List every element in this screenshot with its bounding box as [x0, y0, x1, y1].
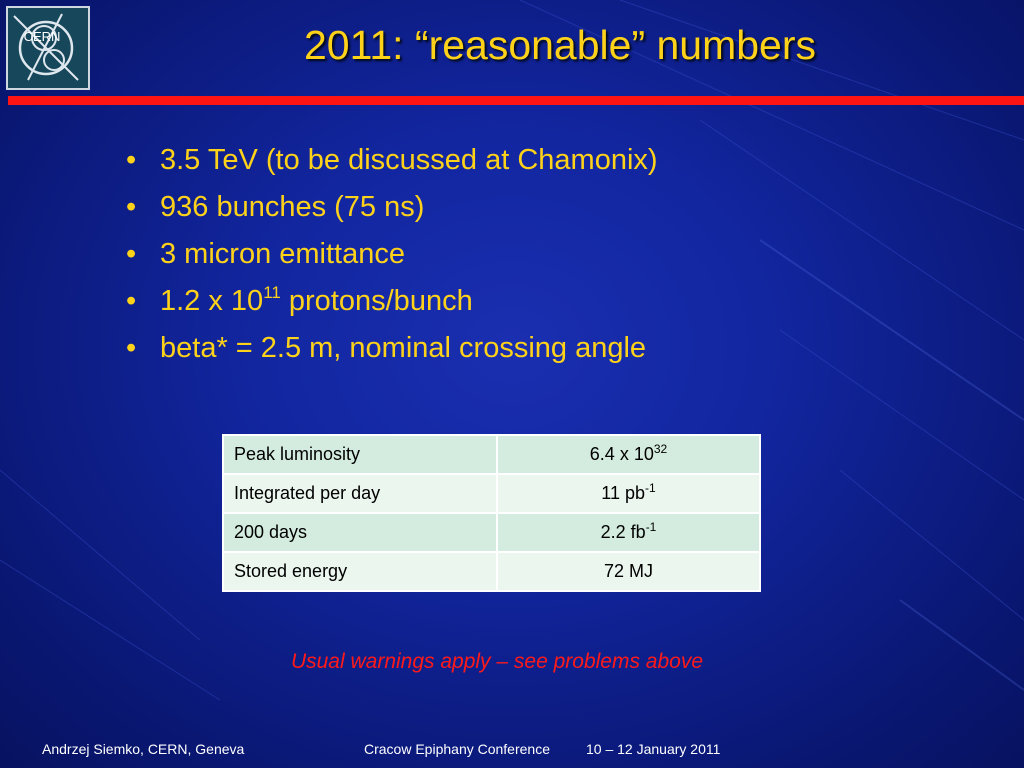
footer-author: Andrzej Siemko, CERN, Geneva: [42, 741, 245, 757]
bullet-list: [126, 137, 658, 372]
value-exponent: -1: [645, 520, 657, 534]
table-row: [223, 435, 760, 474]
bullet-exponent: 11: [263, 283, 281, 302]
luminosity-table: [222, 434, 761, 592]
bullet-text: 936 bunches (75 ns): [160, 191, 425, 223]
bullet-text-after: protons/bunch: [280, 285, 473, 317]
title-divider: [8, 96, 1024, 105]
bullet-text: beta* = 2.5 m, nominal crossing angle: [160, 332, 647, 364]
row-value: [497, 552, 760, 591]
bullet-text: 3.5 TeV (to be discussed at Chamonix): [160, 144, 658, 176]
row-label: Peak luminosity: [223, 435, 497, 474]
bullet-marker: •: [126, 238, 137, 270]
footer-dates: 10 – 12 January 2011: [586, 741, 721, 757]
row-value: [497, 513, 760, 552]
bullet-item: [126, 325, 658, 372]
value-base: 2.2 fb: [600, 522, 646, 542]
bullet-marker: •: [126, 144, 137, 176]
table-row: [223, 474, 760, 513]
bullet-item: [126, 184, 658, 231]
bullet-item: [126, 137, 658, 184]
value-base: 11 pb: [601, 483, 646, 503]
row-label: 200 days: [223, 513, 497, 552]
cern-logo-text: CERN: [23, 29, 61, 44]
row-value: [497, 435, 760, 474]
table-row: [223, 552, 760, 591]
footer-conference: Cracow Epiphany Conference: [364, 741, 550, 757]
row-label: Stored energy: [223, 552, 497, 591]
cern-logo: [6, 6, 90, 90]
bullet-item: [126, 231, 658, 278]
value-base: 6.4 x 10: [589, 444, 654, 464]
value-exponent: -1: [645, 481, 656, 495]
table-row: [223, 513, 760, 552]
bullet-marker: •: [126, 191, 137, 223]
value-base: 72 MJ: [603, 561, 654, 581]
bullet-item: [126, 278, 658, 325]
row-value: [497, 474, 760, 513]
value-exponent: 32: [653, 442, 668, 456]
slide-title: 2011: “reasonable” numbers: [303, 22, 817, 68]
row-label: Integrated per day: [223, 474, 497, 513]
bullet-marker: •: [126, 332, 137, 364]
bullet-marker: •: [126, 285, 137, 317]
bullet-text: 3 micron emittance: [160, 238, 405, 270]
bullet-text-base: 1.2 x 10: [160, 285, 264, 317]
warning-note: Usual warnings apply – see problems above: [290, 650, 704, 673]
